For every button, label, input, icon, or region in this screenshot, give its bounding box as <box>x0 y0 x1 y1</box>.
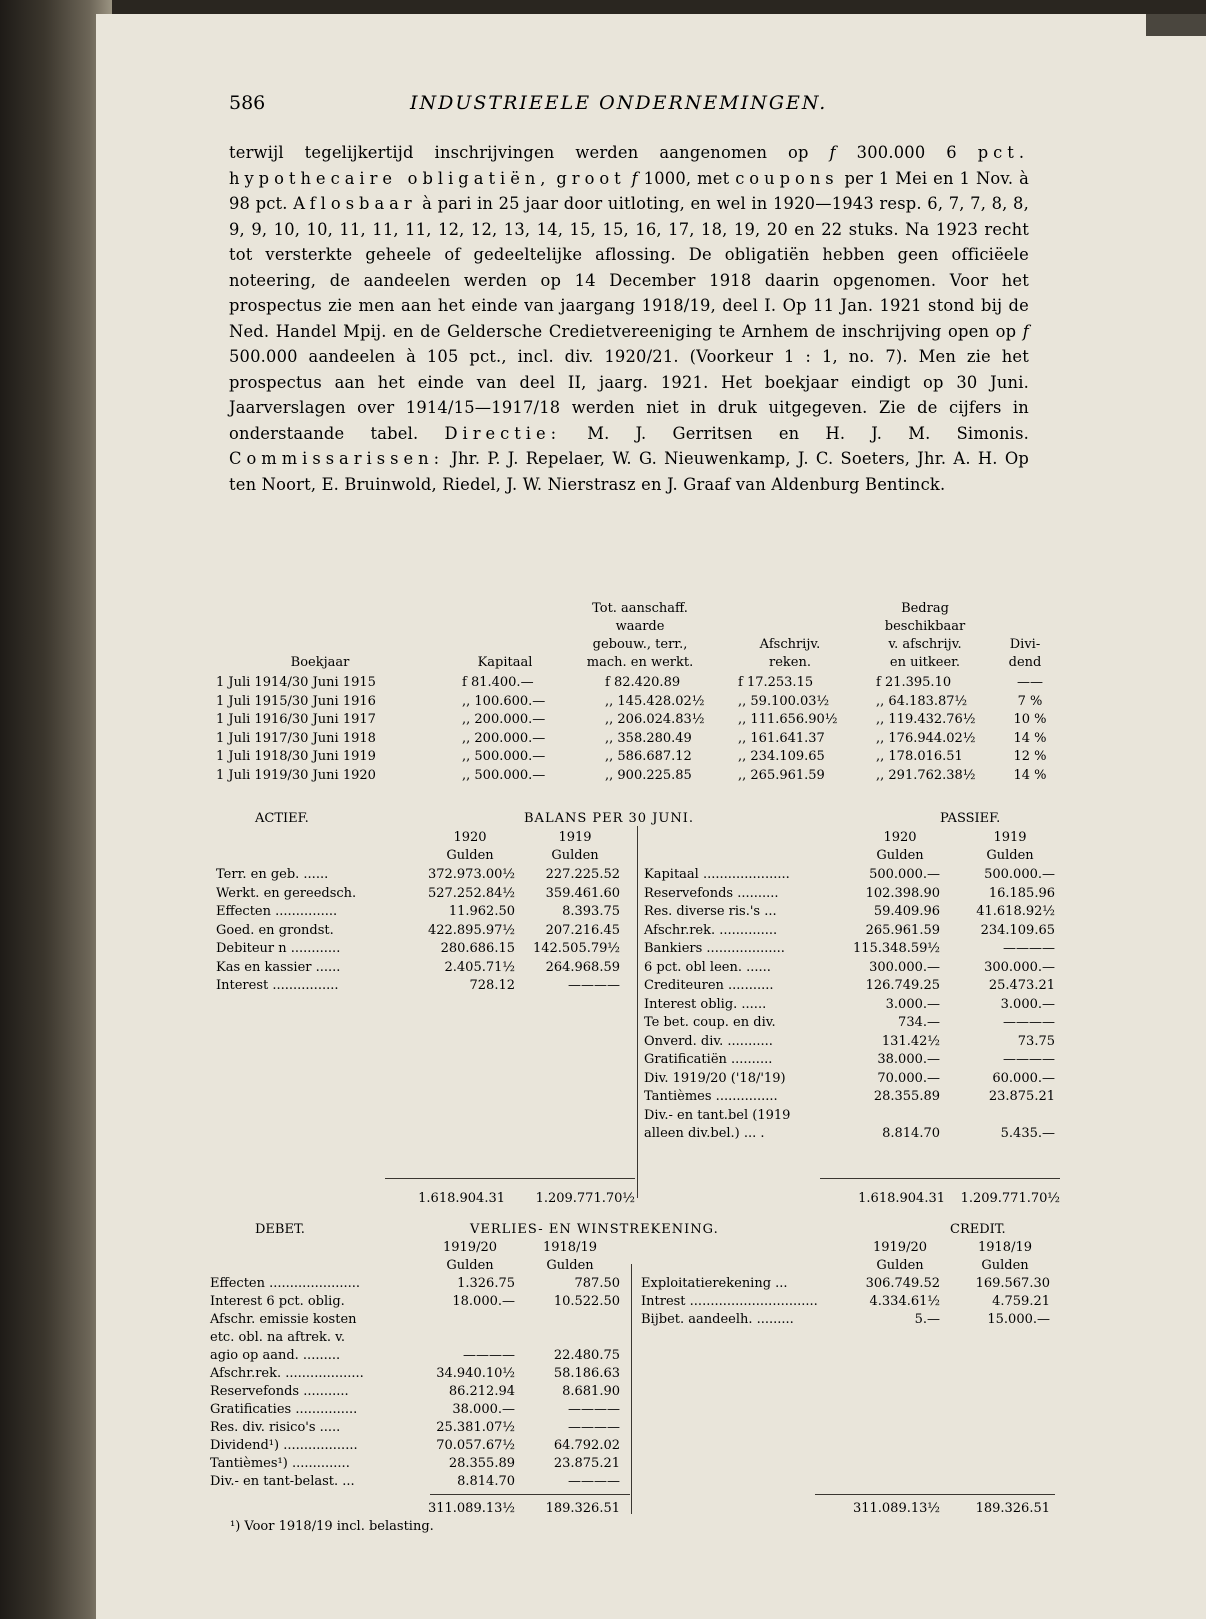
debet-1918-19: 58.186.63 <box>553 1366 620 1381</box>
actief-1919: ———— <box>568 978 620 993</box>
passief-label-cell: Afschr.rek. .............. <box>644 922 778 938</box>
winst-year-r1: 1919/20 <box>872 1240 927 1255</box>
balans-unit-l1: Gulden <box>446 848 494 863</box>
credit-1919-20: 306.749.52 <box>865 1276 940 1291</box>
summary-kapitaal: ,, 500.000.— <box>462 749 546 764</box>
summary-bedrag: ,, 119.432.76½ <box>876 712 976 727</box>
debet-label-cell: etc. obl. na aftrek. v. <box>210 1330 346 1345</box>
summary-afschr: f 17.253.15 <box>738 675 814 690</box>
passief-1920: 28.355.89 <box>873 1089 940 1104</box>
th-tot-3: gebouw., terr., <box>592 637 688 652</box>
spaced-term: groot <box>556 168 626 188</box>
balans-total-left-1919: 1.209.771.70½ <box>535 1191 635 1206</box>
florin-sign: f <box>631 168 638 188</box>
text-run: 500.000 aandeelen à 105 pct., incl. div. 1920/21. (Voorkeur 1 : 1, no. 7). Men zie het prospectus aan het einde van deel II, jaarg. 1921. Het boekjaar eindigt op 30 Juni. Jaarverslagen over 1914/15—1917/18 werden niet in druk uitgegeven. Zie de cijfers in onderstaande tabel. <box>229 347 1029 443</box>
balans-year-r1: 1920 <box>883 830 917 845</box>
passief-label-cell: Reservefonds .......... <box>644 885 779 901</box>
summary-div: —— <box>1017 675 1043 690</box>
actief-label-cell: Effecten ............... <box>216 904 338 919</box>
passief-1920: 500.000.— <box>869 867 940 882</box>
summary-div: 10 % <box>1013 712 1047 727</box>
winst-total-left-1: 311.089.13½ <box>427 1501 515 1516</box>
passief-1919: 25.473.21 <box>988 978 1055 993</box>
debet-label-cell: Div.- en tant-belast. ... <box>210 1474 355 1489</box>
passief-label-cell: Gratificatiën .......... <box>644 1052 773 1067</box>
page-top-shadow <box>1146 14 1206 36</box>
winst-unit-l2: Gulden <box>546 1258 594 1273</box>
actief-1920: 280.686.15 <box>440 941 515 956</box>
passief-1919: ———— <box>1003 1052 1055 1067</box>
debet-1919-20: 34.940.10½ <box>436 1366 515 1381</box>
credit-label-cell: Intrest ............................... <box>641 1294 818 1309</box>
actief-label-cell: Goed. en grondst. <box>216 922 334 938</box>
passief-label-cell: Te bet. coup. en div. <box>644 1015 776 1030</box>
th-div-1: Divi- <box>1009 637 1041 652</box>
debet-label-cell: Gratificaties ............... <box>210 1402 358 1417</box>
body-paragraph <box>229 140 1029 497</box>
debet-label-cell: Interest 6 pct. oblig. <box>210 1294 345 1309</box>
winst-total-right-1: 311.089.13½ <box>852 1501 940 1516</box>
summary-afschr: ,, 59.100.03½ <box>738 693 830 709</box>
text-run: 1000, met <box>637 168 736 188</box>
winst-year-r2: 1918/19 <box>977 1240 1032 1255</box>
passief-1919: 41.618.92½ <box>976 904 1055 919</box>
actief-label-cell: Interest ................ <box>216 978 339 993</box>
summary-bedrag: f 21.395.10 <box>876 675 952 690</box>
th-bedrag-4: en uitkeer. <box>889 655 961 670</box>
summary-afschr: ,, 111.656.90½ <box>738 712 838 727</box>
summary-year: 1 Juli 1918/30 Juni 1919 <box>216 749 376 764</box>
summary-kapitaal: ,, 500.000.— <box>462 767 546 783</box>
summary-tot: ,, 900.225.85 <box>605 767 692 783</box>
debet-1919-20: 8.814.70 <box>457 1474 515 1489</box>
debet-1919-20: 28.355.89 <box>448 1456 515 1471</box>
summary-div: 14 % <box>1013 767 1047 783</box>
passief-1920: 38.000.— <box>877 1052 940 1067</box>
actief-1919: 8.393.75 <box>562 904 620 919</box>
passief-label: PASSIEF. <box>940 811 1001 826</box>
passief-1920: 8.814.70 <box>882 1126 940 1141</box>
th-afschr-2: reken. <box>769 655 811 670</box>
spaced-term: Commissarissen: <box>229 449 445 468</box>
debet-label-cell: Tantièmes¹) .............. <box>210 1456 350 1471</box>
actief-label-cell: Kas en kassier ...... <box>216 959 341 975</box>
passief-1920: 102.398.90 <box>865 885 940 901</box>
running-title: INDUSTRIEELE ONDERNEMINGEN. <box>410 92 828 114</box>
text-run: per 1 Mei en 1 Nov. à 98 pct. <box>229 168 1030 213</box>
actief-1920: 527.252.84½ <box>427 885 515 901</box>
spaced-term: Aflosbaar <box>293 194 417 213</box>
footnote: ¹) Voor 1918/19 incl. belasting. <box>230 1519 434 1534</box>
balans-title: BALANS PER 30 JUNI. <box>524 811 695 826</box>
debet-1919-20: 86.212.94 <box>448 1384 515 1399</box>
text-run: terwijl tegelijkertijd inschrijvingen werden aangenomen op <box>229 143 830 162</box>
passief-label-cell: Onverd. div. ........... <box>644 1033 773 1049</box>
summary-tot: ,, 206.024.83½ <box>605 712 705 727</box>
winst-total-rule-right <box>815 1494 1055 1495</box>
actief-1920: 372.973.00½ <box>427 867 515 882</box>
summary-kapitaal: ,, 200.000.— <box>462 730 546 746</box>
summary-year: 1 Juli 1919/30 Juni 1920 <box>216 767 376 783</box>
page-number: 586 <box>229 92 266 114</box>
balans-unit-l2: Gulden <box>551 848 599 863</box>
winst-total-right-2: 189.326.51 <box>975 1501 1050 1516</box>
debet-1918-19: 10.522.50 <box>553 1294 620 1309</box>
passief-1919: 300.000.— <box>984 959 1055 975</box>
passief-1919: 5.435.— <box>1000 1126 1055 1141</box>
passief-label-cell: Div. 1919/20 ('18/'19) <box>644 1070 786 1086</box>
actief-1919: 227.225.52 <box>545 867 620 882</box>
th-bedrag-1: Bedrag <box>901 601 949 616</box>
th-bedrag-2: beschikbaar <box>884 619 966 634</box>
credit-1919-20: 5.— <box>914 1312 940 1327</box>
debet-label-cell: Reservefonds ........... <box>210 1384 349 1399</box>
text-run: M. J. Gerritsen en H. J. M. Simonis. <box>561 423 1030 443</box>
summary-bedrag: ,, 64.183.87½ <box>876 693 968 709</box>
credit-label-cell: Exploitatierekening ... <box>641 1276 788 1291</box>
credit-1918-19: 4.759.21 <box>992 1294 1050 1309</box>
passief-label-cell: Interest oblig. ...... <box>644 996 767 1012</box>
spaced-term: Directie: <box>444 423 562 443</box>
passief-1920: 3.000.— <box>885 996 940 1012</box>
actief-label-cell: Debiteur n ............ <box>216 941 341 956</box>
debet-label: DEBET. <box>255 1222 305 1237</box>
summary-kapitaal: f 81.400.— <box>462 675 534 690</box>
winst-total-left-2: 189.326.51 <box>545 1501 620 1516</box>
debet-label-cell: Res. div. risico's ..... <box>210 1420 341 1435</box>
passief-1919: 500.000.— <box>984 867 1055 882</box>
winst-unit-l1: Gulden <box>446 1258 494 1273</box>
summary-tot: ,, 358.280.49 <box>605 730 692 746</box>
passief-label-cell: Bankiers ................... <box>644 941 785 956</box>
th-tot-2: waarde <box>615 619 665 634</box>
summary-bedrag: ,, 176.944.02½ <box>876 730 976 746</box>
actief-1920: 728.12 <box>469 978 515 993</box>
passief-label-cell: 6 pct. obl leen. ...... <box>644 959 771 975</box>
debet-1919-20: 70.057.67½ <box>436 1438 515 1453</box>
winst-title: VERLIES- EN WINSTREKENING. <box>470 1222 719 1237</box>
summary-tot: ,, 586.687.12 <box>605 749 692 764</box>
passief-1920: 300.000.— <box>869 959 940 975</box>
credit-1918-19: 169.567.30 <box>975 1276 1050 1291</box>
passief-label-cell: Kapitaal ..................... <box>644 867 790 882</box>
debet-1919-20: ———— <box>463 1348 515 1363</box>
credit-label-cell: Bijbet. aandeelh. ......... <box>641 1312 794 1327</box>
actief-1920: 2.405.71½ <box>444 959 515 975</box>
winst-divider <box>631 1264 632 1514</box>
balans-total-right-1919: 1.209.771.70½ <box>960 1191 1060 1206</box>
actief-1920: 11.962.50 <box>448 904 515 919</box>
winst-total-rule-left <box>430 1494 630 1495</box>
actief-1919: 359.461.60 <box>545 885 620 901</box>
balans-year-l1: 1920 <box>453 830 487 845</box>
summary-kapitaal: ,, 200.000.— <box>462 712 546 727</box>
passief-1920: 265.961.59 <box>865 922 940 938</box>
summary-afschr: ,, 161.641.37 <box>738 730 825 746</box>
passief-1920: 734.— <box>898 1015 940 1030</box>
passief-1919: 73.75 <box>1017 1033 1055 1049</box>
florin-sign: f <box>829 143 836 162</box>
th-kapitaal: Kapitaal <box>477 655 533 670</box>
passief-1919: 23.875.21 <box>988 1089 1055 1104</box>
summary-bedrag: ,, 178.016.51 <box>876 749 963 764</box>
debet-1918-19: ———— <box>568 1474 620 1489</box>
credit-label: CREDIT. <box>950 1222 1006 1237</box>
spaced-term: pct. <box>977 143 1029 162</box>
passief-1920: 131.42½ <box>881 1033 940 1049</box>
debet-1919-20: 25.381.07½ <box>436 1420 515 1435</box>
summary-year: 1 Juli 1916/30 Juni 1917 <box>216 712 376 727</box>
balans-unit-r2: Gulden <box>986 848 1034 863</box>
text-run: 300.000 6 <box>835 143 978 162</box>
debet-label-cell: agio op aand. ......... <box>210 1348 341 1363</box>
actief-1919: 207.216.45 <box>545 922 620 938</box>
th-tot-1: Tot. aanschaff. <box>592 601 688 616</box>
winst-year-l1: 1919/20 <box>442 1240 497 1255</box>
passief-1919: 60.000.— <box>992 1070 1055 1086</box>
balans-unit-r1: Gulden <box>876 848 924 863</box>
passief-1920: 115.348.59½ <box>852 941 940 956</box>
th-afschr-1: Afschrijv. <box>759 637 821 652</box>
debet-1919-20: 38.000.— <box>452 1402 515 1417</box>
summary-year: 1 Juli 1914/30 Juni 1915 <box>216 675 376 690</box>
th-tot-4: mach. en werkt. <box>586 655 694 670</box>
debet-1918-19: 64.792.02 <box>553 1438 620 1453</box>
actief-label-cell: Werkt. en gereedsch. <box>216 885 357 901</box>
florin-sign: f <box>1022 321 1029 341</box>
passief-1919: ———— <box>1003 941 1055 956</box>
debet-1918-19: ———— <box>568 1402 620 1417</box>
passief-1919: 234.109.65 <box>980 922 1055 938</box>
summary-tot: f 82.420.89 <box>605 675 681 690</box>
credit-1918-19: 15.000.— <box>987 1312 1050 1327</box>
balans-total-left-1920: 1.618.904.31 <box>418 1191 505 1206</box>
actief-1920: 422.895.97½ <box>427 922 515 938</box>
text-run: à pari in 25 jaar door uitloting, en wel in 1920—1943 resp. 6, 7, 7, 8, 8, 9, 9, 10, 10, 11, 11, 11, 12, 12, 13, 14, 15, 15, 16, 17, 18, 19, 20 en 22 stuks. Na 1923 recht tot versterkte geheele of gedeeltelijke aflossing. De obligatiën hebben geen officiëele noteering, de aandeelen werden op 14 December 1918 daarin opgenomen. Voor het prospectus zie men aan het einde van jaargang 1918/19, deel I. Op 11 Jan. 1921 stond bij de Ned. Handel Mpij. en de Geldersche Credietvereeniging te Arnhem de inschrijving open op <box>229 194 1029 341</box>
balans-year-l2: 1919 <box>558 830 592 845</box>
summary-year: 1 Juli 1915/30 Juni 1916 <box>216 693 376 709</box>
debet-1918-19: ———— <box>568 1420 620 1435</box>
passief-1920: 59.409.96 <box>873 904 940 919</box>
summary-bedrag: ,, 291.762.38½ <box>876 767 976 783</box>
credit-1919-20: 4.334.61½ <box>869 1294 940 1309</box>
debet-1918-19: 8.681.90 <box>562 1384 620 1399</box>
summary-kapitaal: ,, 100.600.— <box>462 693 546 709</box>
spaced-term: hypothecaire obligatiën, <box>229 168 551 188</box>
summary-year: 1 Juli 1917/30 Juni 1918 <box>216 730 376 746</box>
th-bedrag-3: v. afschrijv. <box>888 637 962 652</box>
passief-label-cell: Div.- en tant.bel (1919 <box>644 1107 791 1123</box>
summary-afschr: ,, 265.961.59 <box>738 767 825 783</box>
balans-year-r2: 1919 <box>993 830 1027 845</box>
winst-unit-r1: Gulden <box>876 1258 924 1273</box>
passief-1920: 126.749.25 <box>865 978 940 993</box>
text-run: Jhr. P. J. Repelaer, W. G. Nieuwenkamp, J. C. Soeters, Jhr. A. H. Op ten Noort, E. Bruinwold, Riedel, J. W. Nierstrasz en J. Graaf van Aldenburg Bentinck. <box>229 449 1029 494</box>
passief-1919: 16.185.96 <box>988 885 1055 901</box>
balans-total-right-1920: 1.618.904.31 <box>858 1191 945 1206</box>
debet-label-cell: Afschr.rek. ................... <box>210 1366 364 1381</box>
debet-1918-19: 787.50 <box>574 1276 620 1291</box>
balans-total-rule-right <box>820 1178 1060 1179</box>
passief-label-cell: Tantièmes ............... <box>644 1089 778 1104</box>
debet-1918-19: 22.480.75 <box>553 1348 620 1363</box>
summary-afschr: ,, 234.109.65 <box>738 749 825 764</box>
passief-label-cell: alleen div.bel.) ... . <box>644 1126 765 1141</box>
balans-divider <box>637 826 638 1198</box>
debet-label-cell: Afschr. emissie kosten <box>210 1312 357 1327</box>
actief-label-cell: Terr. en geb. ...... <box>216 867 329 882</box>
passief-label-cell: Res. diverse ris.'s ... <box>644 904 777 919</box>
summary-div: 12 % <box>1013 749 1047 764</box>
debet-label-cell: Dividend¹) .................. <box>210 1438 358 1453</box>
passief-1920: 70.000.— <box>877 1070 940 1086</box>
passief-1919: ———— <box>1003 1015 1055 1030</box>
debet-1918-19: 23.875.21 <box>553 1456 620 1471</box>
summary-div: 14 % <box>1013 730 1047 746</box>
winst-unit-r2: Gulden <box>981 1258 1029 1273</box>
balans-total-rule-left <box>385 1178 635 1179</box>
passief-label-cell: Crediteuren ........... <box>644 978 774 993</box>
winst-year-l2: 1918/19 <box>542 1240 597 1255</box>
spaced-term: coupons <box>735 168 839 188</box>
th-boekjaar: Boekjaar <box>290 655 350 670</box>
debet-1919-20: 1.326.75 <box>457 1276 515 1291</box>
actief-1919: 142.505.79½ <box>532 941 620 956</box>
summary-tot: ,, 145.428.02½ <box>605 693 705 709</box>
actief-1919: 264.968.59 <box>545 959 620 975</box>
debet-label-cell: Effecten ...................... <box>210 1276 361 1291</box>
actief-label: ACTIEF. <box>255 811 309 826</box>
summary-div: 7 % <box>1017 693 1043 709</box>
debet-1919-20: 18.000.— <box>452 1294 515 1309</box>
passief-1919: 3.000.— <box>1000 996 1055 1012</box>
th-div-2: dend <box>1008 655 1042 670</box>
